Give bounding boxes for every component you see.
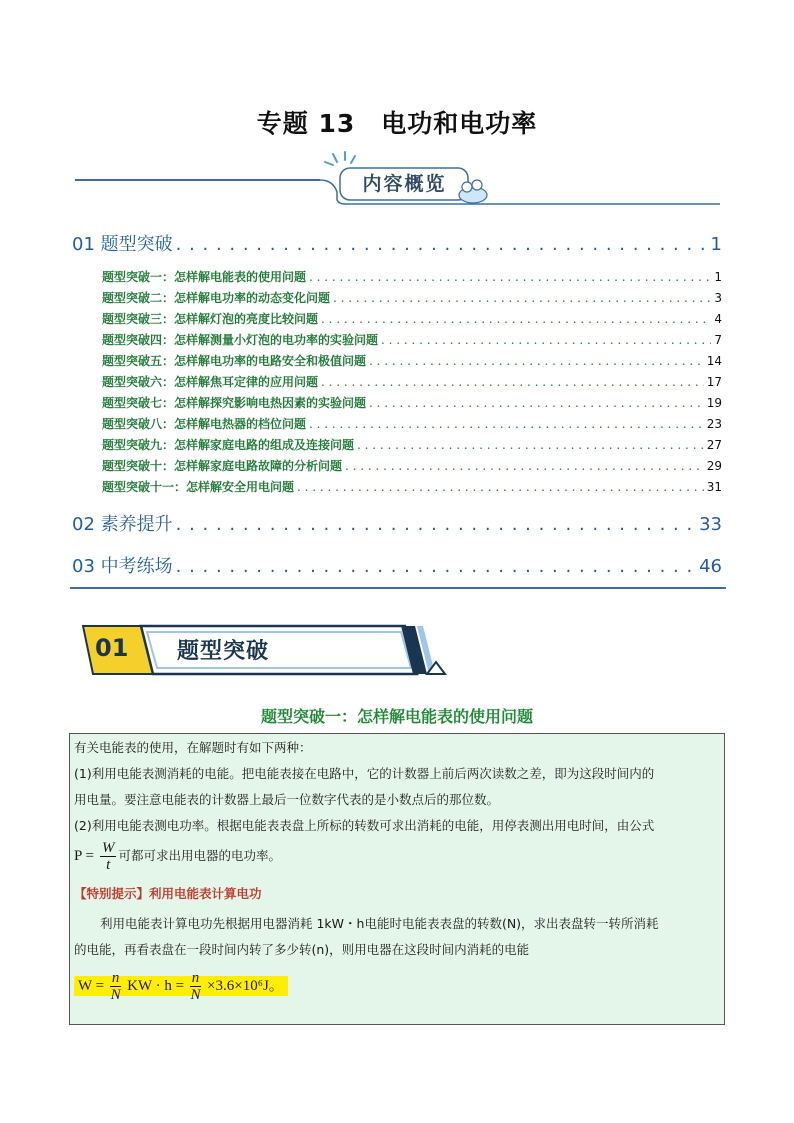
tip-title: 利用电能表计算电功 xyxy=(149,886,262,901)
toc-leader xyxy=(357,438,704,452)
section-heading: 题型突破一：怎样解电能表的使用问题 xyxy=(260,707,533,726)
formula-energy-fraction-2 xyxy=(190,970,202,1003)
toc-item-10[interactable] xyxy=(72,457,722,475)
toc-page-number: 29 xyxy=(706,459,722,473)
toc-part-3[interactable] xyxy=(72,552,722,578)
toc-item-label: 题型突破九：怎样解家庭电路的组成及连接问题 xyxy=(102,438,355,452)
toc-leader xyxy=(321,375,704,389)
toc-page-number: 19 xyxy=(706,396,722,410)
tip-line1: 利用电能表计算电功先根据用电器消耗 1kW・h电能时电能表表盘的转数(N)，求出表盘转一转所消耗 xyxy=(100,916,659,931)
formula-energy-fraction-1 xyxy=(110,970,122,1003)
toc-page-number: 3 xyxy=(714,291,722,305)
toc-item-8[interactable] xyxy=(72,415,722,433)
toc-page-number: 1 xyxy=(710,234,722,255)
toc-part-2[interactable] xyxy=(72,510,722,536)
toc-item-label: 题型突破四：怎样解测量小灯泡的电功率的实验问题 xyxy=(102,333,379,347)
toc-leader xyxy=(345,459,704,473)
toc-leader xyxy=(369,396,704,410)
toc-item-label: 题型突破三：怎样解灯泡的亮度比较问题 xyxy=(102,312,319,326)
toc-item-label: 题型突破二：怎样解电功率的动态变化问题 xyxy=(102,291,331,305)
toc-leader xyxy=(309,270,711,284)
toc-item-7[interactable] xyxy=(72,394,722,412)
tip-line2: 的电能，再看表盘在一段时间内转了多少转(n)，则用电器在这段时间内消耗的电能 xyxy=(74,942,530,957)
toc-page-number: 14 xyxy=(706,354,722,368)
toc-item-label: 题型突破八：怎样解电热器的档位问题 xyxy=(102,417,307,431)
toc-item-2[interactable] xyxy=(72,289,722,307)
formula-energy-tail: ×3.6×10⁶J。 xyxy=(207,977,284,994)
toc-item-label: 题型突破六：怎样解焦耳定律的应用问题 xyxy=(102,375,319,389)
toc-item-6[interactable] xyxy=(72,373,722,391)
toc-leader xyxy=(176,556,696,577)
toc-page-number: 17 xyxy=(706,375,722,389)
toc-item-3[interactable] xyxy=(72,310,722,328)
special-tip-heading xyxy=(74,884,720,902)
toc-item-label: 题型突破一：怎样解电能表的使用问题 xyxy=(102,270,307,284)
method-box xyxy=(69,733,725,1025)
toc-item-4[interactable] xyxy=(72,331,722,349)
toc-leader xyxy=(333,291,711,305)
formula-power xyxy=(74,840,720,873)
box-p1-line1: (1)利用电能表测消耗的电能。把电能表接在电路中，它的计数器上前后两次读数之差，即为这段时间内的 xyxy=(74,766,655,781)
formula-energy-lhs: W = xyxy=(78,977,105,994)
toc-item-label: 题型突破十一：怎样解安全用电问题 xyxy=(102,480,295,494)
formula-energy-mid: KW · h = xyxy=(127,977,185,994)
toc-part-label: 01 题型突破 xyxy=(72,234,173,255)
formula-energy-highlight xyxy=(74,970,288,1003)
tip-tag: 【特别提示】 xyxy=(74,886,150,901)
toc-item-label: 题型突破十：怎样解家庭电路故障的分析问题 xyxy=(102,459,343,473)
overview-label: 内容概览 xyxy=(362,173,447,195)
document-title: 专题 13 电功和电功率 xyxy=(256,109,538,138)
toc-page-number: 27 xyxy=(706,438,722,452)
toc-item-label: 题型突破七：怎样解探究影响电热因素的实验问题 xyxy=(102,396,367,410)
toc-divider xyxy=(70,587,726,589)
formula-power-tail: 可都可求出用电器的电功率。 xyxy=(118,848,281,863)
formula-energy xyxy=(74,970,720,1003)
toc-leader xyxy=(381,333,711,347)
toc-page-number: 7 xyxy=(714,333,722,347)
formula-energy-denominator-1: N xyxy=(110,987,121,1003)
toc-page-number: 31 xyxy=(706,480,722,494)
toc-item-1[interactable] xyxy=(72,268,722,286)
toc-leader xyxy=(176,514,696,535)
toc-leader xyxy=(176,234,708,255)
toc-page-number: 4 xyxy=(714,312,722,326)
toc-page-number: 33 xyxy=(699,514,722,535)
section-banner xyxy=(75,620,455,680)
box-p1-line2: 用电量。要注意电能表的计数器上最后一位数字代表的是小数点后的那位数。 xyxy=(74,792,500,807)
toc-leader xyxy=(297,480,704,494)
banner-number: 01 xyxy=(95,634,129,662)
toc-item-label: 题型突破五：怎样解电功率的电路安全和极值问题 xyxy=(102,354,367,368)
formula-power-numerator: W xyxy=(101,840,115,856)
box-p2-line1: (2)利用电能表测电功率。根据电能表表盘上所标的转数可求出消耗的电能，用停表测出用电时间，由公式 xyxy=(74,818,655,833)
toc-item-5[interactable] xyxy=(72,352,722,370)
toc-item-9[interactable] xyxy=(72,436,722,454)
box-intro: 有关电能表的使用，在解题时有如下两种： xyxy=(74,740,312,755)
toc-leader xyxy=(369,354,704,368)
formula-power-denominator: t xyxy=(106,857,111,873)
toc-item-11[interactable] xyxy=(72,478,722,496)
formula-power-fraction xyxy=(100,840,117,873)
toc-leader xyxy=(321,312,711,326)
content-overview-header xyxy=(75,150,720,210)
toc-part-1[interactable] xyxy=(72,230,722,256)
toc-part-label: 03 中考练场 xyxy=(72,556,173,577)
toc-page-number: 46 xyxy=(699,556,722,577)
banner-title: 题型突破 xyxy=(177,639,270,664)
formula-power-lhs: P = xyxy=(74,848,94,864)
formula-energy-numerator-2: n xyxy=(191,970,200,986)
toc-part-label: 02 素养提升 xyxy=(72,514,173,535)
formula-energy-numerator-1: n xyxy=(111,970,120,986)
toc-page-number: 1 xyxy=(714,270,722,284)
toc-page-number: 23 xyxy=(706,417,722,431)
toc-leader xyxy=(309,417,704,431)
formula-energy-denominator-2: N xyxy=(190,987,201,1003)
